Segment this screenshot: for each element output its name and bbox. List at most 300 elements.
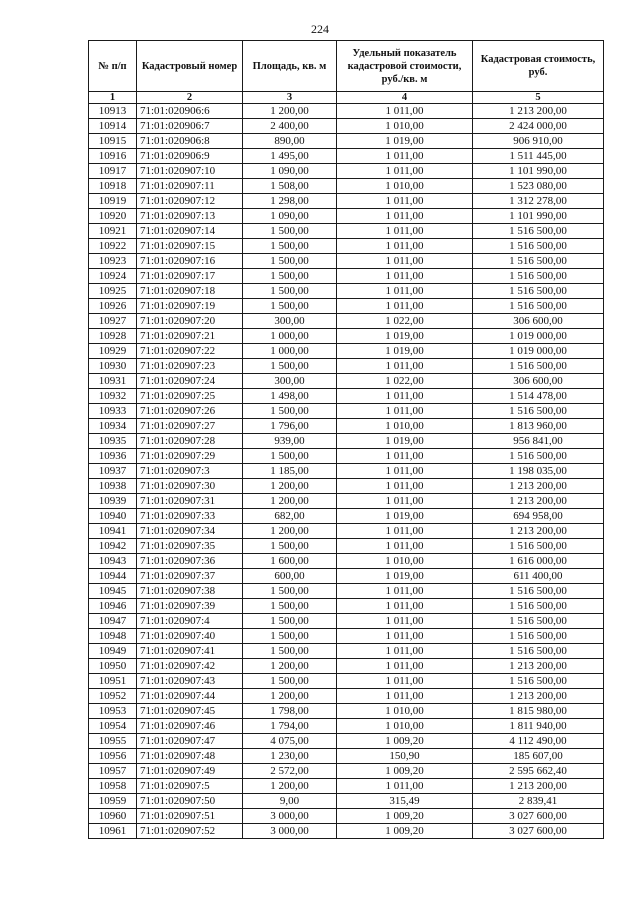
row-number-cell: 10960 <box>89 809 137 824</box>
area-cell: 1 500,00 <box>243 614 337 629</box>
row-number-cell: 10913 <box>89 104 137 119</box>
cadastral-number-cell: 71:01:020907:33 <box>137 509 243 524</box>
cadastral-number-cell: 71:01:020907:17 <box>137 269 243 284</box>
specific-value-cell: 1 009,20 <box>337 734 473 749</box>
cadastral-value-cell: 906 910,00 <box>473 134 604 149</box>
cadastral-number-cell: 71:01:020907:37 <box>137 569 243 584</box>
area-cell: 682,00 <box>243 509 337 524</box>
table-row <box>89 314 604 329</box>
specific-value-cell: 1 011,00 <box>337 674 473 689</box>
area-cell: 1 200,00 <box>243 689 337 704</box>
cadastral-value-cell: 3 027 600,00 <box>473 824 604 839</box>
specific-value-cell: 150,90 <box>337 749 473 764</box>
specific-value-cell: 1 011,00 <box>337 359 473 374</box>
area-cell: 939,00 <box>243 434 337 449</box>
row-number-cell: 10918 <box>89 179 137 194</box>
area-cell: 1 498,00 <box>243 389 337 404</box>
area-cell: 1 200,00 <box>243 524 337 539</box>
table-row <box>89 629 604 644</box>
cadastral-value-cell: 1 516 500,00 <box>473 269 604 284</box>
table-row <box>89 419 604 434</box>
row-number-cell: 10923 <box>89 254 137 269</box>
specific-value-cell: 1 011,00 <box>337 269 473 284</box>
row-number-cell: 10940 <box>89 509 137 524</box>
row-number-cell: 10942 <box>89 539 137 554</box>
header-area: Площадь, кв. м <box>243 41 337 92</box>
row-number-cell: 10929 <box>89 344 137 359</box>
row-number-cell: 10959 <box>89 794 137 809</box>
specific-value-cell: 1 011,00 <box>337 164 473 179</box>
table-body <box>89 104 604 839</box>
cadastral-value-cell: 1 516 500,00 <box>473 284 604 299</box>
area-cell: 890,00 <box>243 134 337 149</box>
cadastral-number-cell: 71:01:020907:20 <box>137 314 243 329</box>
cadastral-value-cell: 1 198 035,00 <box>473 464 604 479</box>
cadastral-number-cell: 71:01:020907:30 <box>137 479 243 494</box>
table-row <box>89 464 604 479</box>
cadastral-value-cell: 1 616 000,00 <box>473 554 604 569</box>
cadastral-number-cell: 71:01:020906:6 <box>137 104 243 119</box>
row-number-cell: 10947 <box>89 614 137 629</box>
header-specific-value: Удельный показатель кадастровой стоимости, руб./кв. м <box>337 41 473 92</box>
table-row <box>89 659 604 674</box>
area-cell: 3 000,00 <box>243 809 337 824</box>
row-number-cell: 10950 <box>89 659 137 674</box>
row-number-cell: 10958 <box>89 779 137 794</box>
specific-value-cell: 1 011,00 <box>337 644 473 659</box>
cadastral-number-cell: 71:01:020907:43 <box>137 674 243 689</box>
area-cell: 300,00 <box>243 314 337 329</box>
area-cell: 1 500,00 <box>243 224 337 239</box>
specific-value-cell: 1 010,00 <box>337 704 473 719</box>
cadastral-value-table <box>88 40 604 839</box>
column-number: 5 <box>473 92 604 104</box>
cadastral-number-cell: 71:01:020907:34 <box>137 524 243 539</box>
specific-value-cell: 1 010,00 <box>337 179 473 194</box>
table-row <box>89 689 604 704</box>
table-row <box>89 809 604 824</box>
row-number-cell: 10954 <box>89 719 137 734</box>
specific-value-cell: 1 010,00 <box>337 554 473 569</box>
table-row <box>89 239 604 254</box>
area-cell: 9,00 <box>243 794 337 809</box>
cadastral-number-cell: 71:01:020907:39 <box>137 599 243 614</box>
cadastral-value-cell: 1 516 500,00 <box>473 254 604 269</box>
column-number: 4 <box>337 92 473 104</box>
cadastral-number-cell: 71:01:020907:13 <box>137 209 243 224</box>
cadastral-number-cell: 71:01:020907:50 <box>137 794 243 809</box>
specific-value-cell: 1 010,00 <box>337 119 473 134</box>
specific-value-cell: 1 011,00 <box>337 524 473 539</box>
table-row <box>89 539 604 554</box>
table-row <box>89 479 604 494</box>
specific-value-cell: 1 011,00 <box>337 254 473 269</box>
cadastral-number-cell: 71:01:020907:40 <box>137 629 243 644</box>
table-row <box>89 734 604 749</box>
row-number-cell: 10921 <box>89 224 137 239</box>
row-number-cell: 10939 <box>89 494 137 509</box>
row-number-cell: 10934 <box>89 419 137 434</box>
table-row <box>89 704 604 719</box>
specific-value-cell: 1 019,00 <box>337 569 473 584</box>
column-number-row <box>89 92 604 104</box>
row-number-cell: 10946 <box>89 599 137 614</box>
cadastral-value-cell: 1 511 445,00 <box>473 149 604 164</box>
row-number-cell: 10935 <box>89 434 137 449</box>
table-row <box>89 149 604 164</box>
specific-value-cell: 1 011,00 <box>337 404 473 419</box>
area-cell: 1 495,00 <box>243 149 337 164</box>
area-cell: 3 000,00 <box>243 824 337 839</box>
specific-value-cell: 1 009,20 <box>337 764 473 779</box>
table-row <box>89 824 604 839</box>
cadastral-value-cell: 1 213 200,00 <box>473 494 604 509</box>
specific-value-cell: 1 022,00 <box>337 314 473 329</box>
cadastral-value-cell: 1 516 500,00 <box>473 239 604 254</box>
area-cell: 1 200,00 <box>243 494 337 509</box>
table-row <box>89 104 604 119</box>
row-number-cell: 10941 <box>89 524 137 539</box>
cadastral-value-cell: 1 516 500,00 <box>473 539 604 554</box>
row-number-cell: 10951 <box>89 674 137 689</box>
area-cell: 1 500,00 <box>243 404 337 419</box>
specific-value-cell: 1 010,00 <box>337 719 473 734</box>
cadastral-number-cell: 71:01:020906:8 <box>137 134 243 149</box>
area-cell: 1 500,00 <box>243 254 337 269</box>
area-cell: 1 090,00 <box>243 209 337 224</box>
specific-value-cell: 1 011,00 <box>337 449 473 464</box>
row-number-cell: 10952 <box>89 689 137 704</box>
area-cell: 1 500,00 <box>243 449 337 464</box>
specific-value-cell: 1 011,00 <box>337 599 473 614</box>
cadastral-value-cell: 1 516 500,00 <box>473 449 604 464</box>
row-number-cell: 10943 <box>89 554 137 569</box>
cadastral-value-cell: 1 514 478,00 <box>473 389 604 404</box>
area-cell: 1 000,00 <box>243 344 337 359</box>
area-cell: 1 200,00 <box>243 479 337 494</box>
table-header-row <box>89 41 604 92</box>
area-cell: 1 500,00 <box>243 269 337 284</box>
cadastral-value-cell: 1 213 200,00 <box>473 479 604 494</box>
row-number-cell: 10949 <box>89 644 137 659</box>
table-row <box>89 254 604 269</box>
cadastral-number-cell: 71:01:020907:4 <box>137 614 243 629</box>
cadastral-number-cell: 71:01:020907:46 <box>137 719 243 734</box>
table-row <box>89 509 604 524</box>
cadastral-value-cell: 1 516 500,00 <box>473 674 604 689</box>
specific-value-cell: 1 011,00 <box>337 689 473 704</box>
cadastral-value-cell: 1 811 940,00 <box>473 719 604 734</box>
cadastral-value-cell: 1 101 990,00 <box>473 164 604 179</box>
specific-value-cell: 1 011,00 <box>337 494 473 509</box>
cadastral-value-cell: 306 600,00 <box>473 314 604 329</box>
specific-value-cell: 1 019,00 <box>337 134 473 149</box>
specific-value-cell: 1 011,00 <box>337 284 473 299</box>
row-number-cell: 10956 <box>89 749 137 764</box>
area-cell: 300,00 <box>243 374 337 389</box>
cadastral-value-cell: 956 841,00 <box>473 434 604 449</box>
area-cell: 1 185,00 <box>243 464 337 479</box>
cadastral-number-cell: 71:01:020907:45 <box>137 704 243 719</box>
cadastral-value-cell: 1 815 980,00 <box>473 704 604 719</box>
area-cell: 1 600,00 <box>243 554 337 569</box>
table-row <box>89 179 604 194</box>
row-number-cell: 10922 <box>89 239 137 254</box>
area-cell: 1 500,00 <box>243 299 337 314</box>
row-number-cell: 10945 <box>89 584 137 599</box>
row-number-cell: 10932 <box>89 389 137 404</box>
cadastral-number-cell: 71:01:020907:24 <box>137 374 243 389</box>
cadastral-number-cell: 71:01:020907:19 <box>137 299 243 314</box>
row-number-cell: 10926 <box>89 299 137 314</box>
specific-value-cell: 1 011,00 <box>337 629 473 644</box>
table-row <box>89 134 604 149</box>
header-cadastral-number: Кадастровый номер <box>137 41 243 92</box>
specific-value-cell: 1 011,00 <box>337 584 473 599</box>
cadastral-value-cell: 1 516 500,00 <box>473 599 604 614</box>
cadastral-number-cell: 71:01:020907:31 <box>137 494 243 509</box>
area-cell: 1 500,00 <box>243 239 337 254</box>
area-cell: 1 500,00 <box>243 584 337 599</box>
table-row <box>89 644 604 659</box>
specific-value-cell: 1 019,00 <box>337 344 473 359</box>
table-row <box>89 434 604 449</box>
cadastral-value-cell: 4 112 490,00 <box>473 734 604 749</box>
cadastral-number-cell: 71:01:020907:29 <box>137 449 243 464</box>
row-number-cell: 10924 <box>89 269 137 284</box>
row-number-cell: 10914 <box>89 119 137 134</box>
table-row <box>89 329 604 344</box>
specific-value-cell: 1 010,00 <box>337 419 473 434</box>
row-number-cell: 10917 <box>89 164 137 179</box>
table-row <box>89 194 604 209</box>
table-row <box>89 779 604 794</box>
area-cell: 1 200,00 <box>243 779 337 794</box>
table-row <box>89 269 604 284</box>
cadastral-number-cell: 71:01:020907:5 <box>137 779 243 794</box>
table-row <box>89 524 604 539</box>
cadastral-number-cell: 71:01:020907:36 <box>137 554 243 569</box>
area-cell: 1 500,00 <box>243 284 337 299</box>
cadastral-number-cell: 71:01:020907:14 <box>137 224 243 239</box>
specific-value-cell: 315,49 <box>337 794 473 809</box>
column-number: 3 <box>243 92 337 104</box>
cadastral-value-cell: 1 101 990,00 <box>473 209 604 224</box>
cadastral-value-cell: 1 213 200,00 <box>473 524 604 539</box>
specific-value-cell: 1 009,20 <box>337 824 473 839</box>
cadastral-number-cell: 71:01:020907:42 <box>137 659 243 674</box>
area-cell: 2 572,00 <box>243 764 337 779</box>
cadastral-value-cell: 1 213 200,00 <box>473 104 604 119</box>
row-number-cell: 10955 <box>89 734 137 749</box>
cadastral-number-cell: 71:01:020907:48 <box>137 749 243 764</box>
cadastral-number-cell: 71:01:020907:3 <box>137 464 243 479</box>
area-cell: 1 230,00 <box>243 749 337 764</box>
cadastral-number-cell: 71:01:020907:38 <box>137 584 243 599</box>
area-cell: 4 075,00 <box>243 734 337 749</box>
cadastral-number-cell: 71:01:020907:28 <box>137 434 243 449</box>
table-row <box>89 299 604 314</box>
row-number-cell: 10961 <box>89 824 137 839</box>
area-cell: 1 200,00 <box>243 104 337 119</box>
table-row <box>89 554 604 569</box>
cadastral-value-cell: 1 516 500,00 <box>473 224 604 239</box>
table-row <box>89 674 604 689</box>
row-number-cell: 10957 <box>89 764 137 779</box>
specific-value-cell: 1 011,00 <box>337 659 473 674</box>
cadastral-number-cell: 71:01:020907:22 <box>137 344 243 359</box>
specific-value-cell: 1 011,00 <box>337 209 473 224</box>
table-row <box>89 764 604 779</box>
cadastral-value-cell: 1 516 500,00 <box>473 359 604 374</box>
cadastral-number-cell: 71:01:020907:25 <box>137 389 243 404</box>
specific-value-cell: 1 011,00 <box>337 194 473 209</box>
row-number-cell: 10948 <box>89 629 137 644</box>
cadastral-number-cell: 71:01:020906:7 <box>137 119 243 134</box>
area-cell: 1 200,00 <box>243 659 337 674</box>
table-row <box>89 584 604 599</box>
cadastral-value-cell: 2 424 000,00 <box>473 119 604 134</box>
cadastral-number-cell: 71:01:020907:16 <box>137 254 243 269</box>
row-number-cell: 10930 <box>89 359 137 374</box>
cadastral-value-cell: 1 213 200,00 <box>473 779 604 794</box>
cadastral-number-cell: 71:01:020907:41 <box>137 644 243 659</box>
row-number-cell: 10920 <box>89 209 137 224</box>
cadastral-number-cell: 71:01:020907:10 <box>137 164 243 179</box>
row-number-cell: 10919 <box>89 194 137 209</box>
area-cell: 1 298,00 <box>243 194 337 209</box>
row-number-cell: 10944 <box>89 569 137 584</box>
area-cell: 2 400,00 <box>243 119 337 134</box>
cadastral-number-cell: 71:01:020907:11 <box>137 179 243 194</box>
cadastral-value-cell: 2 839,41 <box>473 794 604 809</box>
table-row <box>89 794 604 809</box>
table-row <box>89 224 604 239</box>
row-number-cell: 10931 <box>89 374 137 389</box>
table-row <box>89 344 604 359</box>
cadastral-number-cell: 71:01:020907:18 <box>137 284 243 299</box>
area-cell: 1 508,00 <box>243 179 337 194</box>
cadastral-number-cell: 71:01:020907:27 <box>137 419 243 434</box>
cadastral-number-cell: 71:01:020907:51 <box>137 809 243 824</box>
specific-value-cell: 1 019,00 <box>337 509 473 524</box>
area-cell: 1 796,00 <box>243 419 337 434</box>
cadastral-value-cell: 611 400,00 <box>473 569 604 584</box>
cadastral-number-cell: 71:01:020907:49 <box>137 764 243 779</box>
cadastral-value-cell: 1 516 500,00 <box>473 584 604 599</box>
specific-value-cell: 1 011,00 <box>337 464 473 479</box>
cadastral-value-cell: 1 523 080,00 <box>473 179 604 194</box>
specific-value-cell: 1 009,20 <box>337 809 473 824</box>
table-row <box>89 389 604 404</box>
table-row <box>89 404 604 419</box>
cadastral-number-cell: 71:01:020907:15 <box>137 239 243 254</box>
cadastral-number-cell: 71:01:020907:23 <box>137 359 243 374</box>
specific-value-cell: 1 011,00 <box>337 539 473 554</box>
cadastral-value-cell: 2 595 662,40 <box>473 764 604 779</box>
table-row <box>89 749 604 764</box>
table-row <box>89 614 604 629</box>
area-cell: 1 500,00 <box>243 539 337 554</box>
row-number-cell: 10927 <box>89 314 137 329</box>
table-row <box>89 284 604 299</box>
specific-value-cell: 1 011,00 <box>337 299 473 314</box>
cadastral-number-cell: 71:01:020907:35 <box>137 539 243 554</box>
specific-value-cell: 1 019,00 <box>337 434 473 449</box>
specific-value-cell: 1 011,00 <box>337 779 473 794</box>
cadastral-number-cell: 71:01:020906:9 <box>137 149 243 164</box>
column-number: 1 <box>89 92 137 104</box>
table-row <box>89 359 604 374</box>
header-row-number: № п/п <box>89 41 137 92</box>
row-number-cell: 10916 <box>89 149 137 164</box>
table-row <box>89 374 604 389</box>
specific-value-cell: 1 011,00 <box>337 614 473 629</box>
row-number-cell: 10937 <box>89 464 137 479</box>
row-number-cell: 10936 <box>89 449 137 464</box>
table-row <box>89 569 604 584</box>
area-cell: 600,00 <box>243 569 337 584</box>
area-cell: 1 500,00 <box>243 359 337 374</box>
cadastral-value-cell: 306 600,00 <box>473 374 604 389</box>
specific-value-cell: 1 011,00 <box>337 224 473 239</box>
cadastral-value-cell: 1 213 200,00 <box>473 659 604 674</box>
header-cadastral-value: Кадастровая стоимость, руб. <box>473 41 604 92</box>
cadastral-value-cell: 1 312 278,00 <box>473 194 604 209</box>
cadastral-value-cell: 185 607,00 <box>473 749 604 764</box>
table-row <box>89 494 604 509</box>
cadastral-value-cell: 1 516 500,00 <box>473 404 604 419</box>
column-number: 2 <box>137 92 243 104</box>
specific-value-cell: 1 011,00 <box>337 104 473 119</box>
area-cell: 1 500,00 <box>243 599 337 614</box>
specific-value-cell: 1 022,00 <box>337 374 473 389</box>
row-number-cell: 10915 <box>89 134 137 149</box>
cadastral-value-cell: 1 516 500,00 <box>473 629 604 644</box>
cadastral-value-cell: 1 019 000,00 <box>473 344 604 359</box>
area-cell: 1 090,00 <box>243 164 337 179</box>
cadastral-value-cell: 3 027 600,00 <box>473 809 604 824</box>
specific-value-cell: 1 011,00 <box>337 239 473 254</box>
cadastral-number-cell: 71:01:020907:44 <box>137 689 243 704</box>
cadastral-value-cell: 1 516 500,00 <box>473 614 604 629</box>
table-row <box>89 719 604 734</box>
row-number-cell: 10938 <box>89 479 137 494</box>
table-row <box>89 449 604 464</box>
area-cell: 1 798,00 <box>243 704 337 719</box>
area-cell: 1 500,00 <box>243 674 337 689</box>
area-cell: 1 794,00 <box>243 719 337 734</box>
table-row <box>89 119 604 134</box>
row-number-cell: 10933 <box>89 404 137 419</box>
row-number-cell: 10953 <box>89 704 137 719</box>
table-row <box>89 164 604 179</box>
page-number: 224 <box>311 22 329 36</box>
area-cell: 1 500,00 <box>243 644 337 659</box>
table-row <box>89 209 604 224</box>
area-cell: 1 500,00 <box>243 629 337 644</box>
cadastral-value-cell: 1 213 200,00 <box>473 689 604 704</box>
table-row <box>89 599 604 614</box>
area-cell: 1 000,00 <box>243 329 337 344</box>
cadastral-value-cell: 1 516 500,00 <box>473 299 604 314</box>
specific-value-cell: 1 011,00 <box>337 149 473 164</box>
cadastral-value-cell: 1 813 960,00 <box>473 419 604 434</box>
row-number-cell: 10925 <box>89 284 137 299</box>
cadastral-number-cell: 71:01:020907:52 <box>137 824 243 839</box>
cadastral-value-cell: 694 958,00 <box>473 509 604 524</box>
cadastral-number-cell: 71:01:020907:12 <box>137 194 243 209</box>
